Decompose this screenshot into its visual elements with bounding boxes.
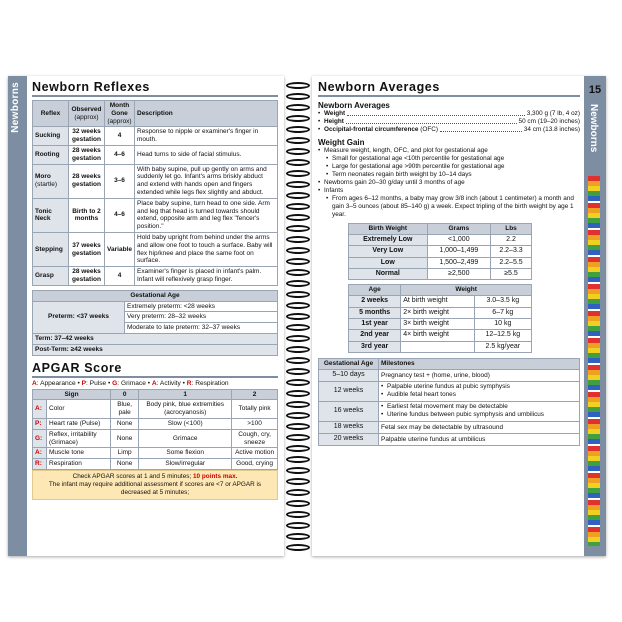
average-item [318,110,580,118]
weight-gain-item: • Infants [318,187,580,195]
binding-coil [286,346,310,353]
reflex-row [33,198,278,232]
age-weight-cell: 3× birth weight [401,318,474,329]
reflex-gone: 3–6 [105,164,135,198]
reflex-name: Tonic Neck [33,198,69,232]
binding-coil [286,423,310,430]
average-label: Height [324,118,344,125]
milestone-row [319,369,580,381]
age-weight-row [349,330,532,341]
description-header: Description [135,101,278,127]
preterm-row: Extremely preterm: <28 weeks [125,301,278,312]
reflex-gone: 4–6 [105,198,135,232]
weight-gain-item: • Measure weight, length, OFC, and plot for gestational age [318,147,580,155]
apgar-sign: Reflex, irritability (Grimace) [47,429,111,448]
birth-weight-cell: 2.2–3.3 [491,246,532,257]
reflex-name: Stepping [33,232,69,266]
apgar-letter: G: [33,429,47,448]
milestone-desc [379,401,580,421]
reflexes-table [32,100,278,286]
binding-coil [286,82,310,89]
binding-coil [286,203,310,210]
averages-page-title: Newborn Averages [318,80,580,97]
apgar-note: Check APGAR scores at 1 and 5 minutes; 10 points max. The infant may require additional assessment if scores are <7 or APGAR is decreased at 5 minutes; [32,470,278,500]
binding-coil [286,401,310,408]
reflex-row [33,232,278,266]
binding-coil [286,335,310,342]
postterm-row: Post-Term: ≥42 weeks [33,344,278,355]
birth-weight-header: Grams [427,224,490,235]
reflexes-title: Newborn Reflexes [32,80,278,97]
milestone-item: • Audible fetal heart tones [381,391,577,399]
birth-weight-header: Lbs [491,224,532,235]
average-item [318,126,580,134]
binding-coil [286,368,310,375]
birth-weight-cell: Low [349,257,428,268]
apgar-sign: Muscle tone [47,448,111,459]
age-weight-cell: 5 months [349,307,401,318]
weight-gain-item: • Newborns gain 20–30 g/day until 3 months of age [318,179,580,187]
reflex-row [33,267,278,286]
apgar-row [33,448,278,459]
apgar-score-cell: Slow/irregular [139,459,232,470]
age-weight-cell [401,341,474,352]
binding-coil [286,236,310,243]
milestone-desc [379,369,580,381]
milestone-desc [379,381,580,401]
apgar-letter: A: [33,448,47,459]
section-tab-label: Newborns [10,82,21,133]
reflex-observed: Birth to 2 months [69,198,105,232]
apgar-score-cell: Body pink, blue extremities (acrocyanosis) [139,400,232,419]
averages-list [318,110,580,134]
apgar-sign: Respiration [47,459,111,470]
apgar-legend-letter: R [186,379,192,387]
milestone-item: Fetal sex may be detectable by ultrasound [381,423,504,431]
age-weight-row [349,296,532,307]
reflex-name: Sucking [33,127,69,146]
color-index-strip [588,176,600,546]
reflex-gone: 4–6 [105,145,135,164]
apgar-row [33,429,278,448]
apgar-legend-word: : Activity • [156,379,187,387]
birth-weight-row [349,246,532,257]
birth-weight-header: Birth Weight [349,224,428,235]
reflex-row [33,164,278,198]
apgar-legend-letter: A [32,379,37,387]
apgar-legend [32,380,278,387]
apgar-legend-word: : Appearance • [36,379,82,387]
binding-coil [286,445,310,452]
age-weight-cell: 6–7 kg [474,307,531,318]
weight-gain-list [318,147,580,219]
birth-weight-cell: 2.2–5.5 [491,257,532,268]
section-tab-right [584,76,606,556]
binding-coil [286,500,310,507]
binding-coil [286,511,310,518]
binding-coil [286,159,310,166]
spiral-binding [286,78,310,558]
binding-coil [286,379,310,386]
weight-header: Weight [401,285,532,296]
binding-coil [286,544,310,551]
apgar-score-cell: Good, crying [232,459,278,470]
observed-header: Observed (approx) [69,101,105,127]
apgar-score-cell: Grimace [139,429,232,448]
apgar-score-cell: None [111,429,139,448]
reflex-description: With baby supine, pull up gently on arms and suddenly let go. Infant's arms briskly abduct and extend with hands open and fingers extended while legs flex slightly and abduct. [135,164,278,198]
reflex-observed: 28 weeks gestation [69,164,105,198]
apgar-score-cell: Slow (<100) [139,418,232,429]
binding-coil [286,313,310,320]
weight-gain-item: • Large for gestational age >90th percentile for gestational age [318,163,580,171]
apgar-score-cell: Blue, pale [111,400,139,419]
age-weight-cell: 12–12.5 kg [474,330,531,341]
binding-coil [286,269,310,276]
birth-weight-cell: ≥5.5 [491,268,532,279]
milestone-row [319,433,580,445]
section-tab-label: Newborns [588,104,599,153]
age-weight-cell: 1st year [349,318,401,329]
binding-coil [286,192,310,199]
apgar-score-cell: Some flexion [139,448,232,459]
birth-weight-row [349,268,532,279]
milestones-age-header: Gestational Age [319,359,379,370]
preterm-row: Very preterm: 28–32 weeks [125,312,278,323]
age-weight-table [348,284,532,353]
milestone-row [319,421,580,433]
binding-coil [286,302,310,309]
binding-coil [286,126,310,133]
milestone-item: • Earliest fetal movement may be detectable [381,403,577,411]
age-header: Age [349,285,401,296]
birth-weight-row [349,234,532,245]
gone-header: Month Gone (approx) [105,101,135,127]
apgar-legend-letter: A [151,379,157,387]
birth-weight-table [348,223,532,280]
age-weight-row [349,341,532,352]
apgar-2-header: 2 [232,389,278,400]
birth-weight-cell: 1,500–2,499 [427,257,490,268]
binding-coil [286,137,310,144]
reflex-row [33,127,278,146]
birth-weight-cell: Very Low [349,246,428,257]
age-weight-cell: 2 weeks [349,296,401,307]
apgar-score-cell: Active motion [232,448,278,459]
reflex-row [33,145,278,164]
apgar-letter: R: [33,459,47,470]
average-label: Weight [324,110,346,117]
age-weight-cell: 10 kg [474,318,531,329]
apgar-1-header: 1 [139,389,232,400]
binding-coil [286,324,310,331]
apgar-table [32,389,278,470]
reflex-name: Rooting [33,145,69,164]
birth-weight-row [349,257,532,268]
birth-weight-cell: 2.2 [491,234,532,245]
reflex-description: Hold baby upright from behind under the arms and allow one foot to touch a surface. Baby will flex hip/knee and place the same foot on surface. [135,232,278,266]
binding-coil [286,247,310,254]
binding-coil [286,533,310,540]
milestones-header: Milestones [379,359,580,370]
section-tab-left [8,76,27,556]
binding-coil [286,258,310,265]
gestational-age-table [32,290,278,356]
apgar-score-cell: Cough, cry, sneeze [232,429,278,448]
averages-subtitle: Newborn Averages [318,101,390,110]
age-weight-cell: 2× birth weight [401,307,474,318]
preterm-row: Moderate to late preterm: 32–37 weeks [125,323,278,334]
apgar-row [33,400,278,419]
milestone-item: • Uterine fundus between pubic symphysis and umbilicus [381,411,577,419]
reflex-observed: 32 weeks gestation [69,127,105,146]
apgar-row [33,418,278,429]
birth-weight-cell: Normal [349,268,428,279]
average-abbr: (OFC) [418,126,438,133]
apgar-score-cell: None [111,418,139,429]
binding-coil [286,148,310,155]
birth-weight-cell: 1,000–1,499 [427,246,490,257]
age-weight-cell: 4× birth weight [401,330,474,341]
age-weight-cell: 2nd year [349,330,401,341]
binding-coil [286,170,310,177]
binding-coil [286,467,310,474]
apgar-row [33,459,278,470]
average-item [318,118,580,126]
weight-gain-title: Weight Gain [318,138,365,147]
age-weight-cell: 3rd year [349,341,401,352]
reflex-description: Head turns to side of facial stimulus. [135,145,278,164]
reflex-observed: 28 weeks gestation [69,145,105,164]
apgar-score-cell: None [111,459,139,470]
apgar-title: APGAR Score [32,361,278,378]
binding-coil [286,225,310,232]
milestones-table [318,358,580,446]
milestone-age: 16 weeks [319,401,379,421]
apgar-sign: Heart rate (Pulse) [47,418,111,429]
apgar-letter: P: [33,418,47,429]
binding-coil [286,280,310,287]
binding-coil [286,181,310,188]
birth-weight-cell: Extremely Low [349,234,428,245]
page-number: 15 [588,84,602,96]
age-weight-cell: At birth weight [401,296,474,307]
milestone-row [319,381,580,401]
reflex-description: Place baby supine, turn head to one side. Arm and leg that head is turned towards should extend, opposite arm and leg flex "fencer's position." [135,198,278,232]
apgar-legend-word: : Pulse • [86,379,113,387]
reflex-description: Examiner's finger is placed in infant's palm. Infant will reflexively grasp finger. [135,267,278,286]
reflex-gone: 4 [105,127,135,146]
apgar-sign-header: Sign [33,389,111,400]
binding-coil [286,489,310,496]
apgar-score-cell: >100 [232,418,278,429]
binding-coil [286,291,310,298]
milestone-age: 20 weeks [319,433,379,445]
binding-coil [286,412,310,419]
left-page [8,76,284,556]
apgar-legend-word: : Grimace • [117,379,152,387]
binding-coil [286,522,310,529]
reflex-description: Response to nipple or examiner's finger in mouth. [135,127,278,146]
binding-coil [286,104,310,111]
reflex-observed: 37 weeks gestation [69,232,105,266]
binding-coil [286,214,310,221]
apgar-0-header: 0 [111,389,139,400]
reflex-name: Grasp [33,267,69,286]
term-row: Term: 37–42 weeks [33,333,278,344]
weight-gain-item: • From ages 6–12 months, a baby may grow 3/8 inch (about 1 centimeter) a month and gain 3–5 ounces (about 85–140 g) a week. Expect tripling of the birth weight by age 1 year. [318,195,580,219]
age-weight-row [349,318,532,329]
milestone-row [319,401,580,421]
milestone-desc [379,433,580,445]
binding-coil [286,93,310,100]
apgar-legend-letter: P [81,379,87,387]
reflex-header: Reflex [33,101,69,127]
binding-coil [286,434,310,441]
binding-coil [286,115,310,122]
reflex-gone: Variable [105,232,135,266]
gestational-age-title: Gestational Age [33,290,278,301]
reflex-observed: 28 weeks gestation [69,267,105,286]
preterm-label: Preterm: <37 weeks [33,301,125,333]
apgar-legend-word: : Respiration [191,379,229,387]
birth-weight-cell: <1,000 [427,234,490,245]
average-value: 50 cm (19–20 inches) [518,118,580,125]
milestone-desc [379,421,580,433]
reflex-gone: 4 [105,267,135,286]
age-weight-row [349,307,532,318]
binding-coil [286,478,310,485]
apgar-letter: A: [33,400,47,419]
reflex-name: Moro (startle) [33,164,69,198]
birth-weight-cell: ≥2,500 [427,268,490,279]
milestone-age: 12 weeks [319,381,379,401]
milestone-item: Pregnancy test + (home, urine, blood) [381,371,490,379]
average-label: Occipital-frontal circumference [324,126,419,133]
milestone-item: • Palpable uterine fundus at pubic symphysis [381,383,577,391]
weight-gain-item: • Small for gestational age <10th percentile for gestational age [318,155,580,163]
age-weight-cell: 2.5 kg/year [474,341,531,352]
milestone-age: 18 weeks [319,421,379,433]
average-value: 34 cm (13.8 inches) [523,126,580,133]
apgar-score-cell: Totally pink [232,400,278,419]
milestone-age: 5–10 days [319,369,379,381]
weight-gain-item: • Term neonates regain birth weight by 10–14 days [318,171,580,179]
average-value: 3,300 g (7 lb, 4 oz) [526,110,580,117]
milestone-item: Palpable uterine fundus at umbilicus [381,435,486,443]
binding-coil [286,390,310,397]
apgar-legend-letter: G [112,379,118,387]
binding-coil [286,456,310,463]
right-page [312,76,606,556]
binding-coil [286,357,310,364]
apgar-sign: Color [47,400,111,419]
age-weight-cell: 3.0–3.5 kg [474,296,531,307]
apgar-score-cell: Limp [111,448,139,459]
